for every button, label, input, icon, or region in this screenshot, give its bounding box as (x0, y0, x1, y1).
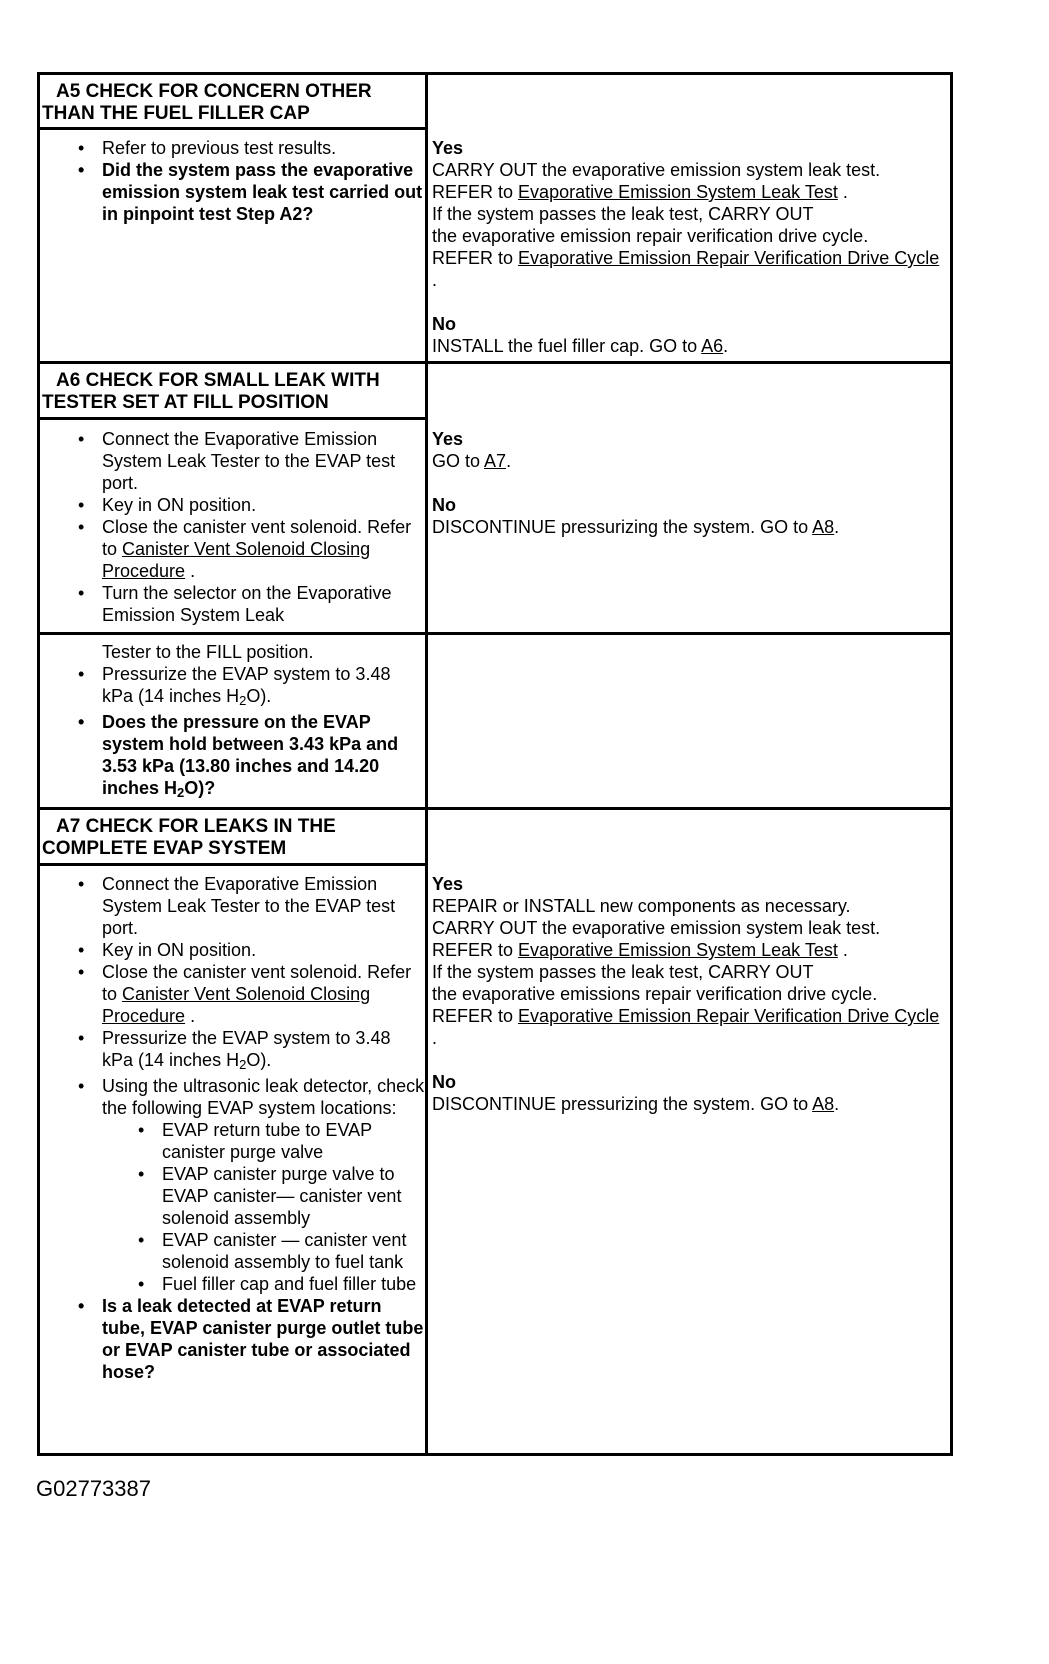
yes-label: Yes (432, 138, 464, 158)
link-leak-test[interactable]: Evaporative Emission System Leak Test (518, 182, 838, 202)
step-a7-actions (40, 873, 425, 1383)
link-drive-cycle[interactable]: Evaporative Emission Repair Verification Drive Cycle (518, 1006, 940, 1026)
result-text: If the system passes the leak test, CARRY OUT (432, 962, 814, 982)
link-a6[interactable]: A6 (701, 336, 724, 356)
step-a6-title-line2: TESTER SET AT FILL POSITION (42, 392, 329, 413)
step-a6-action: • Close the canister vent solenoid. Refer to Canister Vent Solenoid Closing Procedure . (40, 516, 425, 582)
result-text: REFER to Evaporative Emission System Leak Test . (432, 182, 848, 202)
step-a7-action: • Close the canister vent solenoid. Refer to Canister Vent Solenoid Closing Procedure . (40, 961, 425, 1027)
figure-id: G02773387 (36, 1476, 151, 1501)
no-label: No (432, 1072, 456, 1092)
step-a5-title-line1: A5 CHECK FOR CONCERN OTHER (56, 81, 372, 102)
step-a7-row (40, 810, 950, 1456)
step-a6-action-continued: Tester to the FILL position. (102, 642, 314, 662)
step-a6-results (432, 428, 942, 538)
result-text: DISCONTINUE pressurizing the system. GO to A8. (432, 517, 840, 537)
link-a8[interactable]: A8 (812, 517, 835, 537)
link-a7[interactable]: A7 (484, 451, 507, 471)
result-text: the evaporative emission repair verification drive cycle. (432, 226, 869, 246)
step-a6-actions (40, 428, 425, 626)
evap-location-item: • Fuel filler cap and fuel filler tube (40, 1273, 425, 1295)
step-a6-row (40, 364, 950, 635)
result-text: DISCONTINUE pressurizing the system. GO to A8. (432, 1094, 840, 1114)
evap-location-item: • EVAP canister purge valve to EVAP canister— canister vent solenoid assembly (40, 1163, 425, 1229)
result-text: CARRY OUT the evaporative emission system leak test. (432, 160, 881, 180)
link-drive-cycle[interactable]: Evaporative Emission Repair Verification Drive Cycle (518, 248, 940, 268)
no-label: No (432, 314, 456, 334)
step-a7-action: • Connect the Evaporative Emission System Leak Tester to the EVAP test port. (40, 873, 425, 939)
step-a7-results (432, 873, 942, 1115)
step-a7-header (40, 810, 425, 866)
step-a6-question: • Does the pressure on the EVAP system hold between 3.43 kPa and 3.53 kPa (13.80 inches and 14.20 inches $H_2O$)? (40, 711, 425, 799)
step-a5-question: • Did the system pass the evaporative emission system leak test carried out in pinpoint test Step A2? (40, 159, 425, 225)
link-a8[interactable]: A8 (812, 1094, 835, 1114)
step-a7-action: • Key in ON position. (40, 939, 425, 961)
result-text: REPAIR or INSTALL new components as necessary. (432, 896, 851, 916)
step-a6-action: • Turn the selector on the Evaporative Emission System Leak (40, 582, 425, 626)
step-a6-continued-row (40, 635, 950, 810)
step-a5-action: • Refer to previous test results. (40, 137, 425, 159)
result-text: INSTALL the fuel filler cap. GO to A6. (432, 336, 729, 356)
result-text: the evaporative emissions repair verification drive cycle. (432, 984, 878, 1004)
step-a5-header (40, 75, 425, 130)
step-a6-action: • Pressurize the EVAP system to 3.48 kPa (14 inches $H_2O$). (40, 663, 425, 707)
link-leak-test[interactable]: Evaporative Emission System Leak Test (518, 940, 838, 960)
step-a7-title-line1: A7 CHECK FOR LEAKS IN THE (56, 816, 336, 837)
step-a7-question: • Is a leak detected at EVAP return tube, EVAP canister purge outlet tube or EVAP canister tube or associated hose? (40, 1295, 425, 1383)
step-a5-title-line2: THAN THE FUEL FILLER CAP (42, 103, 310, 124)
step-a5-row (40, 75, 950, 364)
step-a7-title-line2: COMPLETE EVAP SYSTEM (42, 838, 287, 859)
step-a7-action: • Pressurize the EVAP system to 3.48 kPa (14 inches $H_2O$). (40, 1027, 425, 1071)
pinpoint-test-table (37, 72, 953, 1456)
result-text: If the system passes the leak test, CARRY OUT (432, 204, 814, 224)
step-a7-action: • Using the ultrasonic leak detector, check the following EVAP system locations: (40, 1075, 425, 1119)
step-a5-results (432, 137, 942, 357)
no-label: No (432, 495, 456, 515)
result-text: CARRY OUT the evaporative emission system leak test. (432, 918, 881, 938)
step-a5-actions (40, 137, 425, 225)
result-text: REFER to Evaporative Emission System Leak Test . (432, 940, 848, 960)
result-text: REFER to Evaporative Emission Repair Verification Drive Cycle . (432, 1006, 940, 1048)
step-a6-title-line1: A6 CHECK FOR SMALL LEAK WITH (56, 370, 380, 391)
link-canister-vent-procedure[interactable]: Canister Vent Solenoid Closing Procedure (102, 539, 371, 581)
step-a6-action: • Connect the Evaporative Emission System Leak Tester to the EVAP test port. (40, 428, 425, 494)
evap-location-item: • EVAP return tube to EVAP canister purge valve (40, 1119, 425, 1163)
result-text: GO to A7. (432, 451, 512, 471)
yes-label: Yes (432, 874, 464, 894)
step-a6-header (40, 364, 425, 420)
result-text: REFER to Evaporative Emission Repair Verification Drive Cycle . (432, 248, 940, 290)
step-a6-action: • Key in ON position. (40, 494, 425, 516)
link-canister-vent-procedure[interactable]: Canister Vent Solenoid Closing Procedure (102, 984, 371, 1026)
yes-label: Yes (432, 429, 464, 449)
evap-location-item: • EVAP canister — canister vent solenoid assembly to fuel tank (40, 1229, 425, 1273)
step-a6-actions-continued (40, 641, 425, 799)
